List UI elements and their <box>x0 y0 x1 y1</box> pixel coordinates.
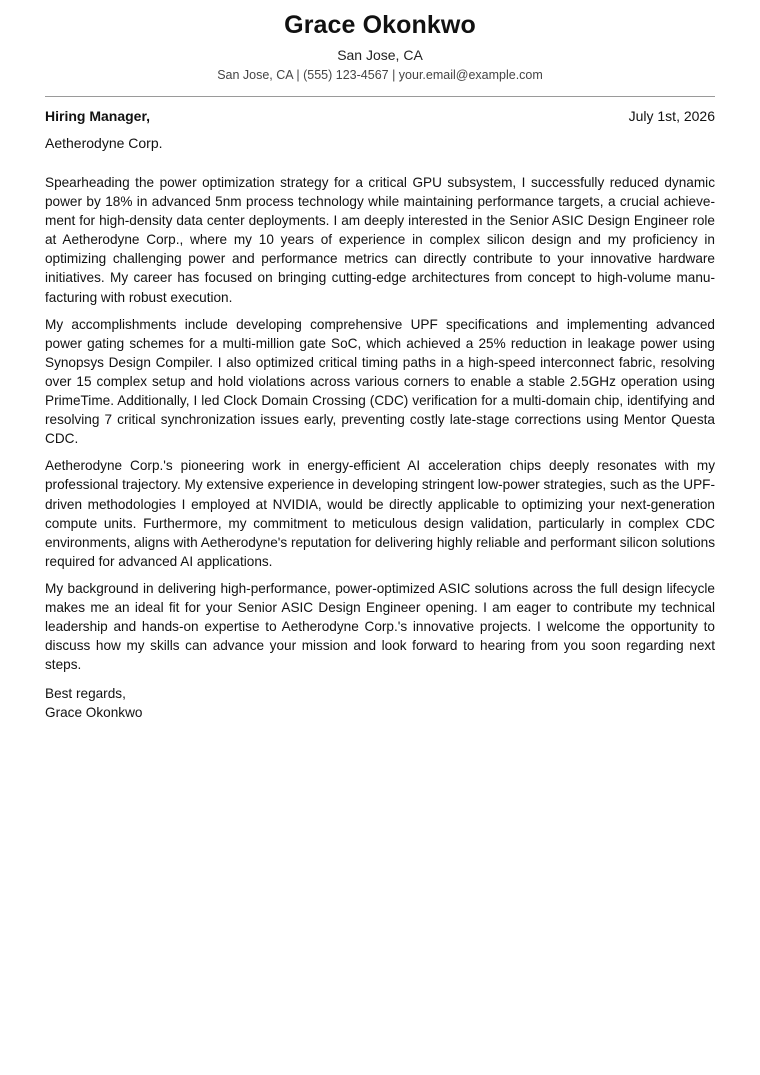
body-paragraph-4: My background in delivering high-performance, power-optimized ASIC solutions across the full design lifecycle makes me an ideal fit for your Senior ASIC Design Engineer opening. I am eager to contribute my technical leadership and hands-on expertise to Aetherodyne Corp.'s innovative projects. I welcome the opportunity to discuss how my skills can advance your mission and look forward to hearing from you soon regarding next steps. <box>45 580 715 673</box>
body-paragraph-2: My accomplishments include developing comprehensive UPF specifications and implementing advanced power gating schemes for a multi-million gate SoC, which achieved a 25% reduction in leakage power using Synopsys Design Compiler. I also optimized critical timing paths in a high-speed interconnect fabric, resolving over 15 complex setup and hold violations across various corners to enable a stable 2.5GHz operation using PrimeTime. Additionally, I led Clock Domain Crossing (CDC) verification for a multi-domain chip, identifying and resolving 7 critical synchronization issues early, preventing costly late-stage corrections using Mentor Questa CDC. <box>45 316 715 447</box>
recipient-salutation: Hiring Manager, <box>45 108 151 124</box>
recipient-date-row <box>45 107 715 125</box>
body-paragraph-1: Spearheading the power optimization strategy for a critical GPU subsystem, I successfully reduced dynamic power by 18% in advanced 5nm process technology while maintaining performance targets, a crucial achievement for high-density data center deployments. I am deeply interested in the Senior ASIC Design Engineer role at Aetherodyne Corp., where my 10 years of experience in complex silicon design and my proficiency in optimizing challenging power and performance metrics can directly contribute to your innovative hardware initiatives. My career has focused on bringing cutting-edge architectures from concept to high-volume manufacturing with robust execution. <box>45 175 715 305</box>
applicant-location: San Jose, CA <box>337 47 423 63</box>
closing-phrase: Best regards, <box>45 686 126 702</box>
letter-header <box>45 0 715 83</box>
letter-date: July 1st, 2026 <box>628 108 715 124</box>
applicant-contact-line: San Jose, CA | (555) 123-4567 | your.email@example.com <box>217 68 543 82</box>
signature-name: Grace Okonkwo <box>45 705 143 721</box>
letter-closing-block <box>45 684 715 722</box>
recipient-company: Aetherodyne Corp. <box>45 135 163 151</box>
applicant-name: Grace Okonkwo <box>284 11 476 39</box>
header-divider <box>45 96 715 97</box>
letter-body <box>45 173 715 674</box>
body-paragraph-3: Aetherodyne Corp.'s pioneering work in energy-efficient AI acceleration chips deeply resonates with my professional trajectory. My extensive experience in developing stringent low-power strategies, such as the UPF-driven methodologies I employed at NVIDIA, would be directly applicable to optimizing your next-generation compute units. Furthermore, my commitment to meticulous design validation, particularly in complex CDC environments, aligns with Aetherodyne's reputation for delivering highly reliable and performant silicon solutions required for advanced AI applications. <box>45 458 715 569</box>
